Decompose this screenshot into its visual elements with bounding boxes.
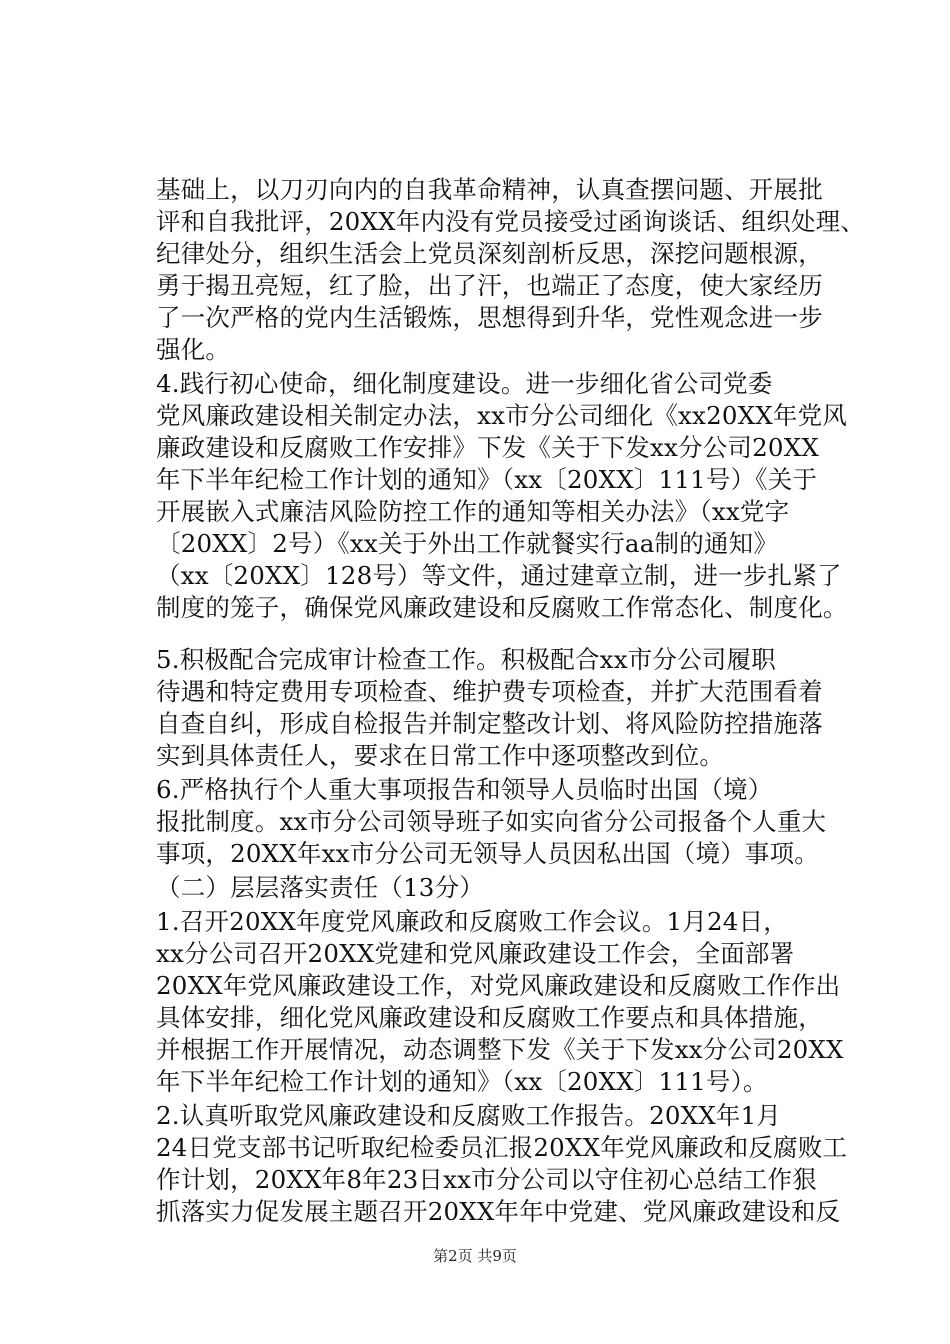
body-line: 强化。 (156, 335, 231, 364)
body-line: 20XX年党风廉政建设工作，对党风廉政建设和反腐败工作作出 (156, 971, 841, 1000)
body-line: 24日党支部书记听取纪检委员汇报20XX年党风廉政和反腐败工 (156, 1133, 848, 1162)
body-line: 抓落实力促发展主题召开20XX年年中党建、党风廉政建设和反 (156, 1197, 841, 1226)
body-line: 〔20XX〕2号）《xx关于外出工作就餐实行aa制的通知》 (156, 529, 779, 558)
body-line: （xx〔20XX〕128号）等文件，通过建章立制，进一步扎紧了 (156, 561, 842, 590)
body-line: 5.积极配合完成审计检查工作。积极配合xx市分公司履职 (156, 645, 776, 674)
body-line: 自查自纠，形成自检报告并制定整改计划、将风险防控措施落 (156, 709, 823, 738)
body-line: xx分公司召开20XX党建和党风廉政建设工作会，全面部署 (156, 939, 795, 968)
body-line: 4.践行初心使命，细化制度建设。进一步细化省公司党委 (156, 369, 773, 398)
body-line: 了一次严格的党内生活锻炼，思想得到升华，党性观念进一步 (156, 303, 823, 332)
body-line: 纪律处分，组织生活会上党员深刻剖析反思，深挖问题根源， (156, 239, 823, 268)
body-line: 廉政建设和反腐败工作安排》下发《关于下发xx分公司20XX (156, 433, 819, 462)
section-heading: （二）层层落实责任（13分） (156, 873, 484, 902)
body-line: 6.严格执行个人重大事项报告和领导人员临时出国（境） (156, 775, 773, 804)
body-line: 开展嵌入式廉洁风险防控工作的通知等相关办法》（xx党字 (156, 497, 790, 526)
body-line: 事项，20XX年xx市分公司无领导人员因私出国（境）事项。 (156, 839, 819, 868)
body-line: 评和自我批评，20XX年内没有党员接受过函询谈话、组织处理、 (156, 207, 866, 236)
body-line: 年下半年纪检工作计划的通知》（xx〔20XX〕111号）。 (156, 1067, 768, 1096)
body-line: 勇于揭丑亮短，红了脸，出了汗，也端正了态度，使大家经历 (156, 271, 823, 300)
body-line: 具体安排，细化党风廉政建设和反腐败工作要点和具体措施， (156, 1003, 823, 1032)
body-line: 并根据工作开展情况，动态调整下发《关于下发xx分公司20XX (156, 1035, 844, 1064)
body-line: 作计划，20XX年8年23日xx市分公司以守住初心总结工作狠 (156, 1165, 817, 1194)
body-line: 报批制度。xx市分公司领导班子如实向省分公司报备个人重大 (156, 807, 827, 836)
body-line: 年下半年纪检工作计划的通知》（xx〔20XX〕111号）《关于 (156, 465, 818, 494)
body-line: 制度的笼子，确保党风廉政建设和反腐败工作常态化、制度化。 (156, 593, 848, 622)
body-line: 实到具体责任人，要求在日常工作中逐项整改到位。 (156, 741, 725, 770)
body-line: 1.召开20XX年度党风廉政和反腐败工作会议。1月24日， (156, 907, 788, 936)
page-footer: 第2页 共9页 (433, 1247, 517, 1265)
body-line: 基础上，以刀刃向内的自我革命精神，认真查摆问题、开展批 (156, 175, 823, 204)
body-line: 待遇和特定费用专项检查、维护费专项检查，并扩大范围看着 (156, 677, 823, 706)
body-line: 党风廉政建设相关制定办法，xx市分公司细化《xx20XX年党风 (156, 401, 848, 430)
body-line: 2.认真听取党风廉政建设和反腐败工作报告。20XX年1月 (156, 1101, 782, 1130)
